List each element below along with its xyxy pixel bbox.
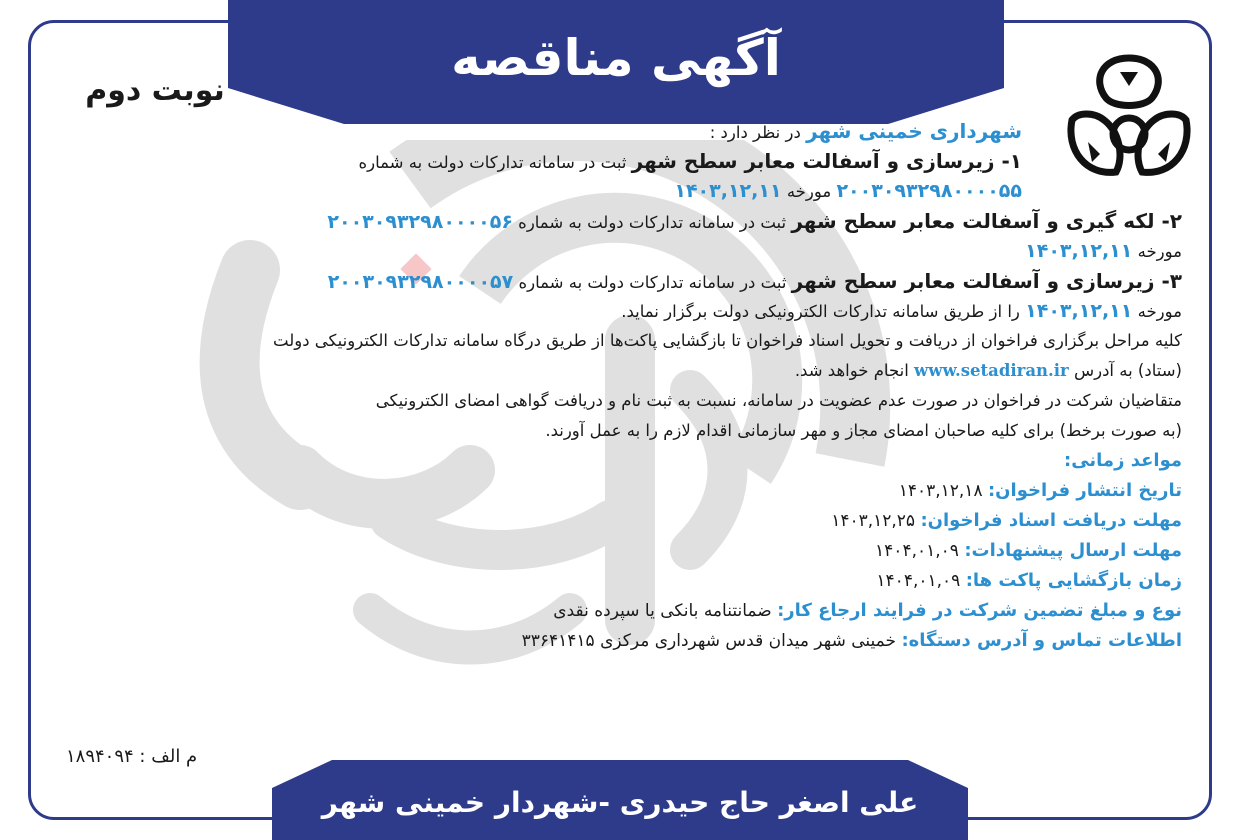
- paragraph-1-line-2: [58, 356, 1182, 386]
- item-2-title: ۲- لکه گیری و آسفالت معابر سطح شهر: [791, 209, 1182, 233]
- intro-rest: در نظر دارد :: [709, 123, 807, 142]
- paragraph-1-line-1: کلیه مراحل برگزاری فراخوان از دریافت و تحویل اسناد فراخوان تا بازگشایی پاکت‌ها از طریق درگاه سامانه تدارکات الکترونیکی دولت: [273, 331, 1182, 350]
- item-2-date: ۱۴۰۳,۱۲,۱۱: [1025, 240, 1133, 262]
- paragraph-1-pre: (ستاد) به آدرس: [1068, 361, 1182, 380]
- item-3-title: ۳- زیرسازی و آسفالت معابر سطح شهر: [791, 269, 1182, 293]
- item-1-date: ۱۴۰۳,۱۲,۱۱: [674, 180, 782, 202]
- reference-number: م الف : ۱۸۹۴۰۹۴: [66, 746, 198, 767]
- schedule-row: [58, 506, 1182, 536]
- item-2-desc: ثبت در سامانه تدارکات دولت به شماره: [518, 213, 792, 232]
- notice-body: [58, 116, 1182, 656]
- item-3-date: ۱۴۰۳,۱۲,۱۱: [1025, 300, 1133, 322]
- schedule-label: مهلت دریافت اسناد فراخوان:: [920, 510, 1182, 531]
- schedule-label: مهلت ارسال پیشنهادات:: [964, 540, 1182, 561]
- schedule-value: خمینی شهر میدان قدس شهرداری مرکزی ۳۳۶۴۱۴۱۵: [521, 631, 897, 651]
- setad-url-link[interactable]: www.setadiran.ir: [914, 361, 1069, 380]
- schedule-row: [58, 626, 1182, 656]
- organization-name: شهرداری خمینی شهر: [806, 119, 1022, 143]
- item-1-number-line: [58, 176, 1182, 206]
- schedule-value: ضمانتنامه بانکی یا سپرده نقدی: [553, 601, 772, 621]
- schedule-row: [58, 476, 1182, 506]
- schedule-label: اطلاعات تماس و آدرس دستگاه:: [901, 630, 1182, 651]
- schedule-row: [58, 536, 1182, 566]
- schedule-row: [58, 596, 1182, 626]
- notice-title: آگهی مناقصه: [451, 29, 781, 87]
- schedule-heading: مواعد زمانی:: [1064, 450, 1182, 471]
- round-badge: نوبت دوم: [85, 73, 225, 108]
- paragraph-1-post: انجام خواهد شد.: [794, 361, 915, 380]
- schedule-label: نوع و مبلغ تضمین شرکت در فرایند ارجاع کار:: [777, 600, 1182, 621]
- schedule-label: زمان بازگشایی پاکت ها:: [965, 570, 1182, 591]
- item-3-date-label: مورخه: [1137, 302, 1182, 321]
- item-1-date-label: مورخه: [786, 182, 832, 201]
- schedule-row: [58, 566, 1182, 596]
- paragraph-2-line-2: (به صورت برخط) برای کلیه صاحبان امضای مجاز و مهر سازمانی اقدام لازم را به عمل آورند.: [545, 421, 1182, 440]
- schedule-value: ۱۴۰۴,۰۱,۰۹: [875, 541, 959, 561]
- item-2-date-line: [58, 236, 1182, 266]
- item-1-line: [58, 146, 1182, 176]
- intro-line: [58, 116, 1182, 146]
- item-3-number: ۲۰۰۳۰۹۳۲۹۸۰۰۰۰۵۷: [327, 271, 514, 293]
- schedule-heading-line: [58, 446, 1182, 476]
- schedule-value: ۱۴۰۳,۱۲,۲۵: [831, 511, 916, 531]
- item-2-number: ۲۰۰۳۰۹۳۲۹۸۰۰۰۰۵۶: [327, 211, 513, 233]
- item-3-line: [58, 266, 1182, 296]
- mayor-signature-line: علی اصغر حاج حیدری -شهردار خمینی شهر: [321, 786, 919, 819]
- paragraph-2-line-1: متقاضیان شرکت در فراخوان در صورت عدم عضویت در سامانه، نسبت به ثبت نام و دریافت گواهی امضای الکترونیکی: [375, 391, 1182, 410]
- item-2-date-label: مورخه: [1137, 242, 1182, 261]
- schedule-value: ۱۴۰۴,۰۱,۰۹: [876, 571, 961, 591]
- item-1-title: ۱- زیرسازی و آسفالت معابر سطح شهر: [631, 149, 1022, 173]
- schedule-value: ۱۴۰۳,۱۲,۱۸: [898, 481, 983, 501]
- item-3-tail: را از طریق سامانه تدارکات الکترونیکی دولت برگزار نماید.: [621, 302, 1026, 321]
- item-3-date-line: [58, 296, 1182, 326]
- item-1-number: ۲۰۰۳۰۹۳۲۹۸۰۰۰۰۵۵: [836, 180, 1022, 202]
- schedule-label: تاریخ انتشار فراخوان:: [987, 480, 1182, 501]
- item-3-desc: ثبت در سامانه تدارکات دولت به شماره: [518, 273, 792, 292]
- item-1-desc: ثبت در سامانه تدارکات دولت به شماره: [358, 153, 632, 172]
- item-2-line: [58, 206, 1182, 236]
